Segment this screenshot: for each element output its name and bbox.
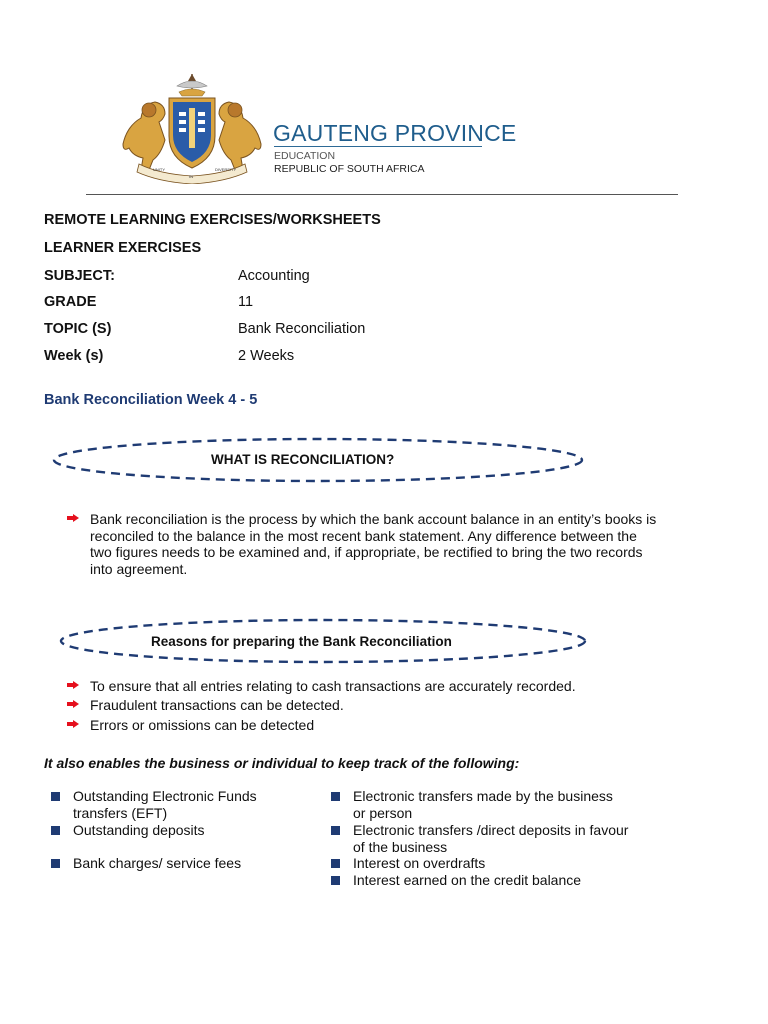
red-arrow-bullet-icon [67,700,79,708]
gauteng-crest-logo [117,72,267,184]
square-bullet-icon [51,792,60,801]
field-value-grade: 11 [238,294,254,310]
keep-track-right-item: Interest earned on the credit balance [353,872,582,888]
field-value-subject: Accounting [238,268,310,284]
crest-motto-diversity: DIVERSITY [215,167,237,172]
keep-track-right-item [353,822,628,855]
keep-track-item-line: transfers (EFT) [73,804,168,821]
square-bullet-icon [331,826,340,835]
what-is-heading: WHAT IS RECONCILIATION? [211,452,395,467]
square-bullet-icon [51,826,60,835]
org-name: GAUTENG PROVINCE [273,120,517,146]
red-arrow-bullet-icon [67,681,79,689]
keep-track-right-item: Interest on overdrafts [353,855,486,871]
org-name-underline [274,146,482,147]
definition-line: into agreement. [90,560,188,577]
header-divider [86,194,678,195]
definition-line: two figures needs to be examined and, if appropriate, be rectified to bring the two records [90,544,643,560]
keep-track-item-line: of the business [353,838,448,855]
reason-item: Fraudulent transactions can be detected. [90,697,344,713]
section-heading: Bank Reconciliation Week 4 - 5 [44,392,258,408]
keep-track-right-item [353,788,613,821]
field-label-week: Week (s) [44,348,104,364]
field-value-week: 2 Weeks [238,348,295,364]
reason-item: Errors or omissions can be detected [90,717,315,733]
reasons-heading: Reasons for preparing the Bank Reconciliation [151,634,452,649]
definition-paragraph [90,511,656,577]
field-value-topic: Bank Reconciliation [238,321,366,337]
definition-line: Bank reconciliation is the process by which the bank account balance in an entity’s books is [90,511,657,527]
keep-track-item-line: or person [353,804,413,821]
reason-item: To ensure that all entries relating to cash transactions are accurately recorded. [90,678,576,694]
crest-motto-in: IN [189,174,193,179]
field-label-grade: GRADE [44,294,97,310]
keep-track-item-line: Electronic transfers made by the business [353,788,613,804]
keep-track-left-item: Bank charges/ service fees [73,855,242,871]
field-label-topic: TOPIC (S) [44,321,112,337]
square-bullet-icon [331,876,340,885]
red-arrow-bullet-icon [67,720,79,728]
square-bullet-icon [51,859,60,868]
definition-line: reconciled to the balance in the most recent bank statement. Any difference between the [90,527,637,544]
crest-motto-unity: UNITY [153,167,165,172]
document-subtitle: LEARNER EXERCISES [44,240,202,256]
field-label-subject: SUBJECT: [44,268,115,284]
keep-track-left-item: Outstanding deposits [73,822,205,838]
org-country: REPUBLIC OF SOUTH AFRICA [274,163,425,175]
keep-track-item-line: Electronic transfers /direct deposits in favour [353,822,629,838]
keep-track-item-line: Outstanding Electronic Funds [73,788,257,804]
keep-track-left-item [73,788,257,821]
org-department: EDUCATION [274,150,336,162]
square-bullet-icon [331,792,340,801]
square-bullet-icon [331,859,340,868]
red-arrow-bullet-icon [67,514,79,522]
keep-track-intro: It also enables the business or individual to keep track of the following: [44,755,520,771]
document-title: REMOTE LEARNING EXERCISES/WORKSHEETS [44,212,381,228]
